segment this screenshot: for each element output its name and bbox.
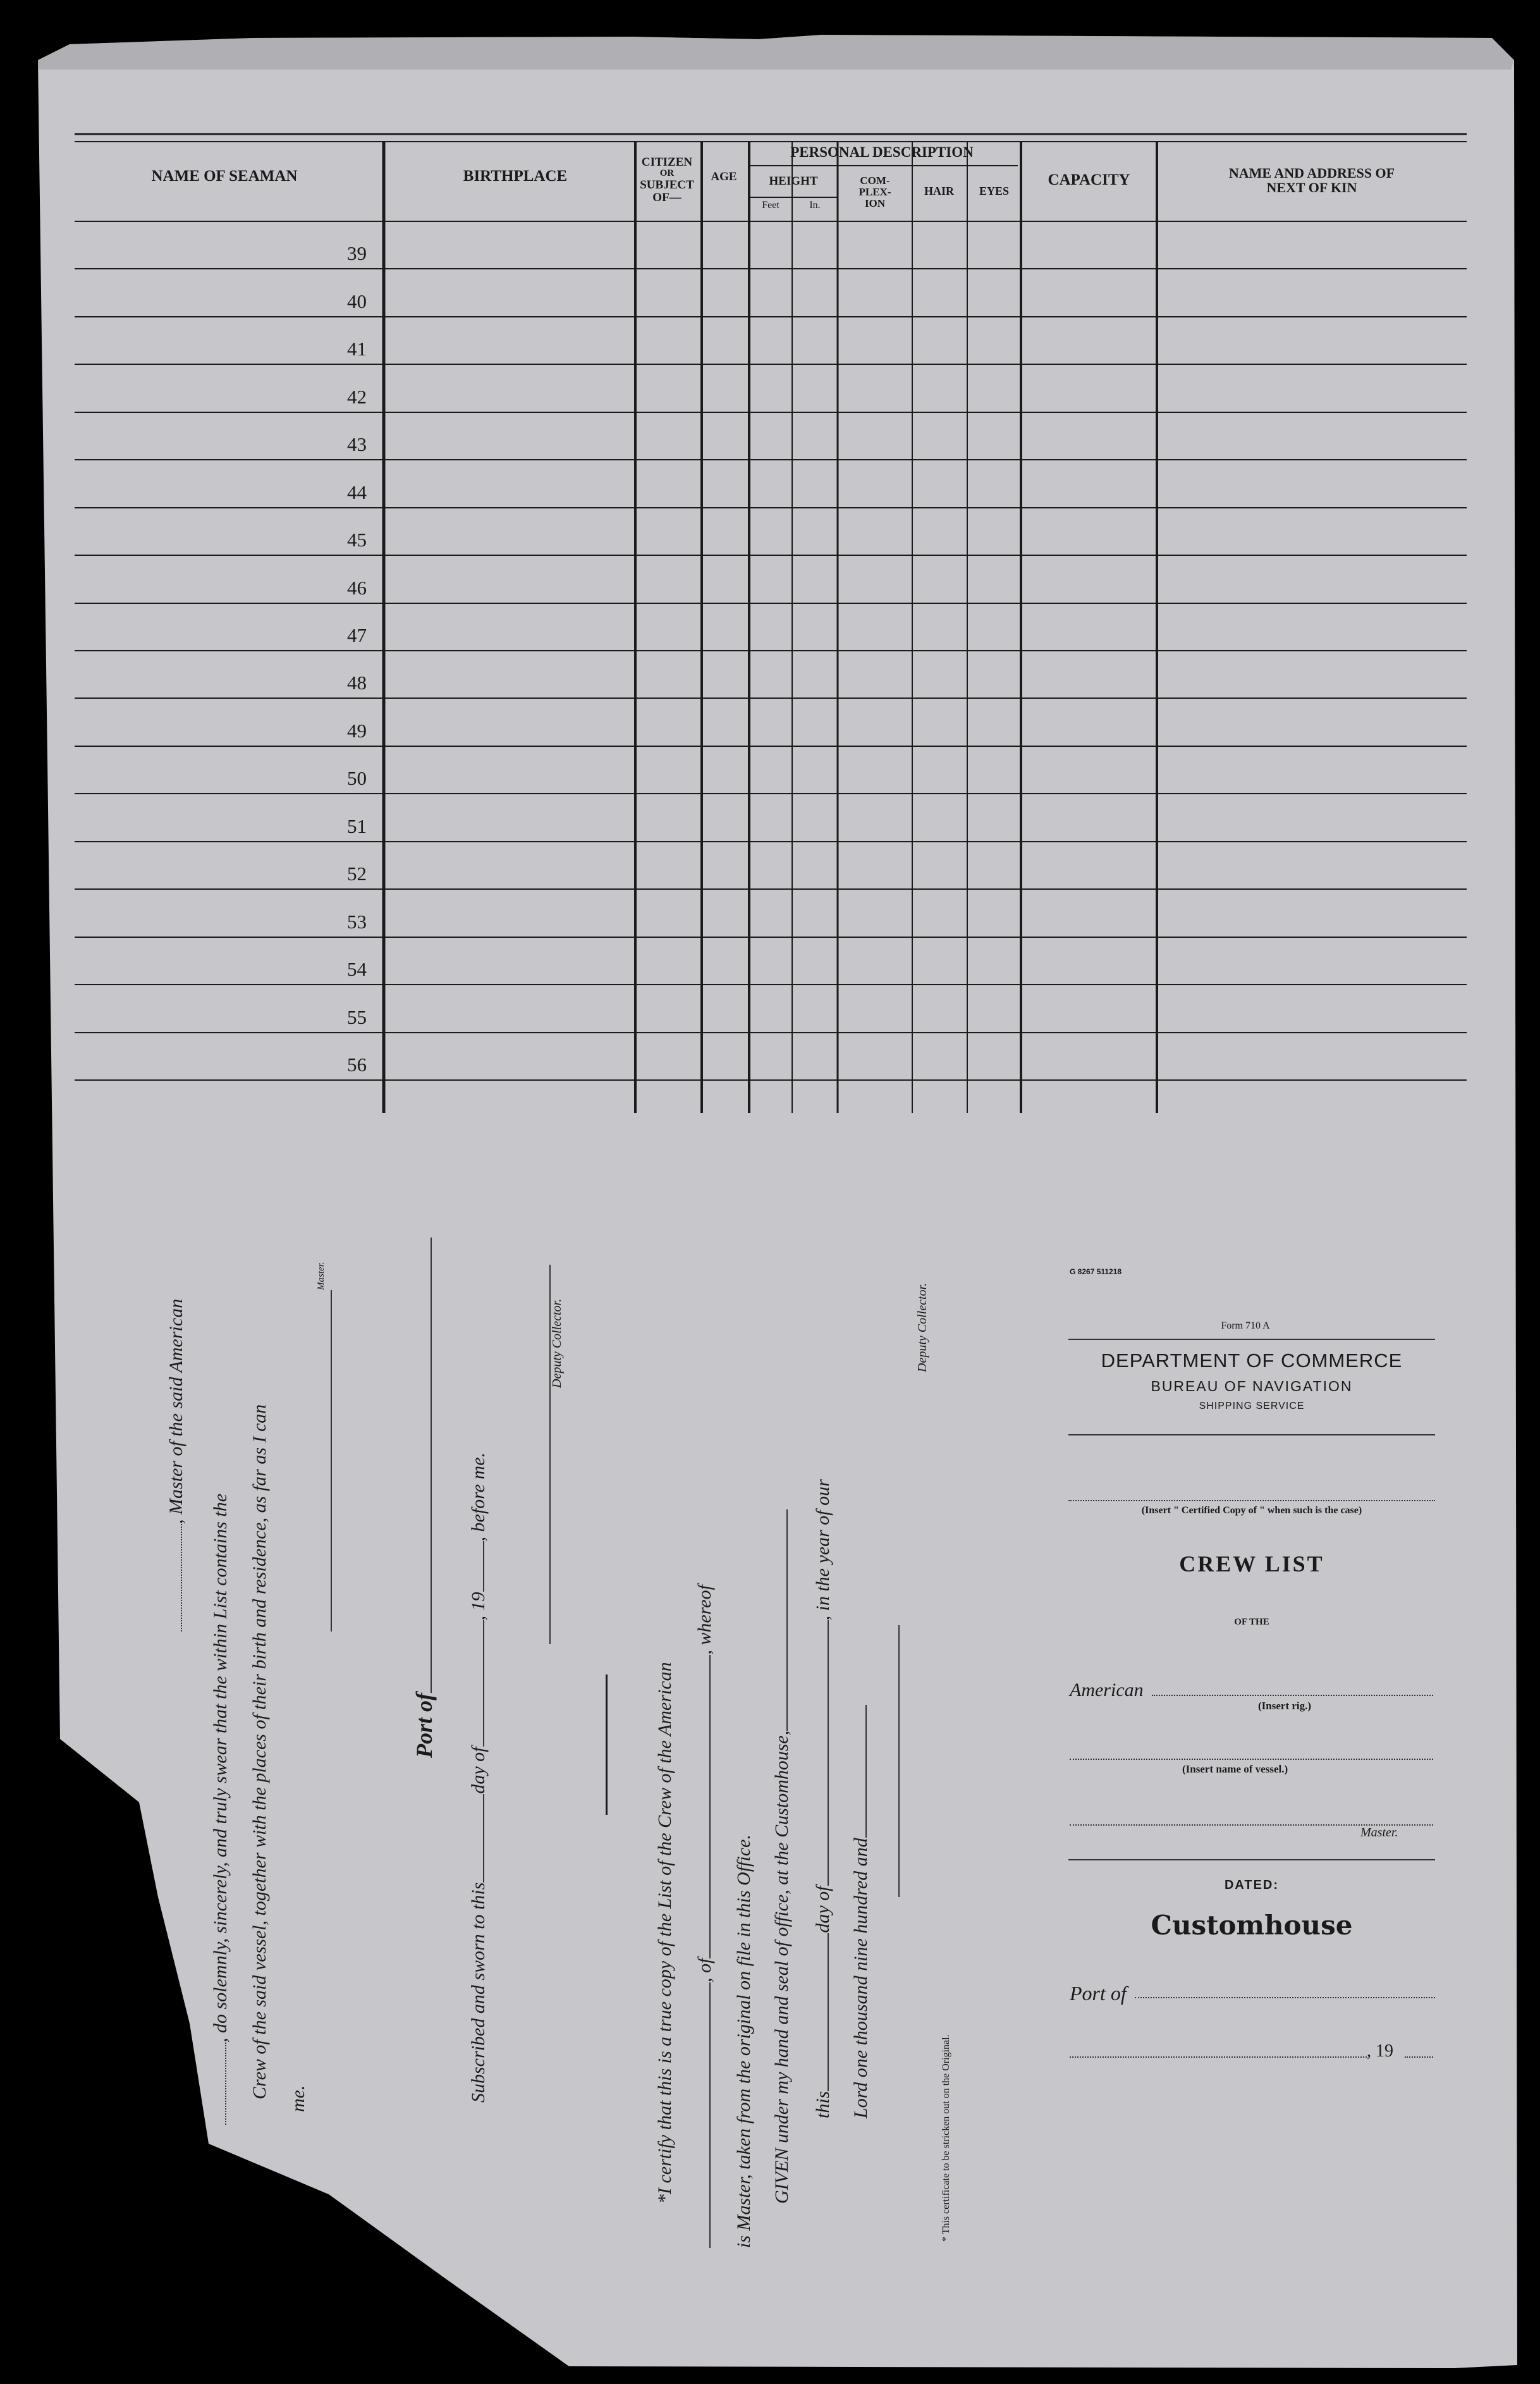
- insert-rig-note: (Insert rig.): [1258, 1700, 1312, 1712]
- divider-rule: [606, 1674, 608, 1815]
- row-number: 41: [347, 338, 367, 360]
- col-inches-header: In.: [809, 200, 821, 211]
- row-number: 55: [347, 1006, 367, 1028]
- year-line: [1405, 2056, 1433, 2058]
- oath-port-of: Port of: [411, 1238, 437, 1758]
- col-height-header: HEIGHT: [769, 175, 818, 188]
- cert-line-of: , of, whereof: [694, 1585, 716, 2248]
- bureau-title: BUREAU OF NAVIGATION: [1151, 1378, 1353, 1394]
- deputy-collector-label-2: Deputy Collector.: [915, 1282, 929, 1372]
- cert-line-lord: Lord one thousand nine hundred and: [850, 1705, 872, 2118]
- col-capacity-header: CAPACITY: [1048, 171, 1130, 188]
- vessel-name-line: [1070, 1759, 1433, 1760]
- row-number: 51: [347, 815, 367, 837]
- oath-line-1: , Master of the said American: [166, 1299, 187, 1631]
- row-number: 52: [347, 863, 367, 885]
- col-birthplace-header: BIRTHPLACE: [463, 168, 568, 185]
- row-number: 46: [347, 577, 367, 599]
- cert-line-1: *I certify that this is a true copy of the List of the Crew of the American: [654, 1662, 675, 2204]
- row-number: 48: [347, 672, 367, 694]
- insert-name-note: (Insert name of vessel.): [1182, 1763, 1288, 1775]
- row-number: 50: [347, 767, 367, 789]
- department-title: DEPARTMENT OF COMMERCE: [1101, 1349, 1403, 1372]
- col-citizen-header: CITIZEN OR SUBJECT OF—: [640, 156, 694, 204]
- cert-line-3: GIVEN under my hand and seal of office, at the Customhouse,: [771, 1509, 793, 2204]
- cert-line-this: thisday of, in the year of our: [812, 1479, 833, 2118]
- port-line: [1135, 1997, 1435, 1998]
- subscribed-sworn-line: Subscribed and sworn to thisday of, 19, before me.: [468, 1452, 489, 2103]
- oath-line-2: , do solemnly, sincerely, and truly swear that the within List contains the: [210, 1494, 231, 2125]
- service-title: SHIPPING SERVICE: [1199, 1401, 1305, 1411]
- customhouse-title: Customhouse: [1151, 1910, 1353, 1941]
- row-number: 56: [347, 1054, 367, 1076]
- row-number: 42: [347, 386, 367, 408]
- col-age-header: AGE: [711, 170, 737, 183]
- col-complexion-header: COM- PLEX- ION: [859, 175, 891, 209]
- cert-deputy-signature-line: [891, 1625, 903, 1897]
- col-hair-header: HAIR: [924, 185, 954, 197]
- print-code: G 8267 511218: [1070, 1267, 1122, 1276]
- master-label: Master.: [316, 1262, 326, 1290]
- col-eyes-header: EYES: [979, 185, 1010, 197]
- cover-master-label: Master.: [1360, 1826, 1398, 1840]
- crew-list-title: CREW LIST: [1179, 1551, 1324, 1576]
- row-number: 54: [347, 958, 367, 980]
- row-number: 40: [347, 290, 367, 312]
- row-number: 44: [347, 481, 367, 503]
- deputy-collector-label-1: Deputy Collector.: [550, 1298, 564, 1388]
- oath-line-4: me.: [288, 2085, 309, 2112]
- cover-year-label: , 19: [1367, 2041, 1393, 2061]
- row-number: 43: [347, 433, 367, 455]
- rule: [1068, 1859, 1435, 1860]
- cover-port-of-label: Port of: [1070, 1982, 1127, 2005]
- oath-line-3: Crew of the said vessel, together with the places of their birth and residence, as far as I can: [249, 1404, 270, 2099]
- dated-label: DATED:: [1224, 1878, 1280, 1892]
- row-number: 47: [347, 624, 367, 646]
- col-kin-header: NAME AND ADDRESS OF NEXT OF KIN: [1228, 165, 1395, 196]
- master-signature-line: [324, 1290, 335, 1631]
- form-number: Form 710 A: [1221, 1320, 1270, 1331]
- rule: [1068, 1434, 1435, 1435]
- certificate-footnote: * This certificate to be stricken out on the Original.: [941, 2034, 951, 2242]
- rule: [1068, 1500, 1435, 1501]
- insert-certified-note: (Insert " Certified Copy of " when such is the case): [1141, 1505, 1362, 1516]
- personal-description-header: PERSONAL DESCRIPTION: [790, 144, 974, 160]
- row-number: 53: [347, 911, 367, 933]
- of-the-label: OF THE: [1234, 1617, 1269, 1627]
- col-name-header: NAME OF SEAMAN: [151, 168, 298, 185]
- col-feet-header: Feet: [762, 200, 779, 211]
- row-number: 45: [347, 529, 367, 551]
- cert-line-2: is Master, taken from the original on file in this Office.: [733, 1834, 754, 2248]
- rig-line: [1152, 1695, 1433, 1696]
- row-number: 39: [347, 242, 367, 264]
- date-line: [1070, 2056, 1367, 2058]
- american-label: American: [1070, 1680, 1144, 1700]
- row-number: 49: [347, 720, 367, 742]
- rule: [1068, 1339, 1435, 1340]
